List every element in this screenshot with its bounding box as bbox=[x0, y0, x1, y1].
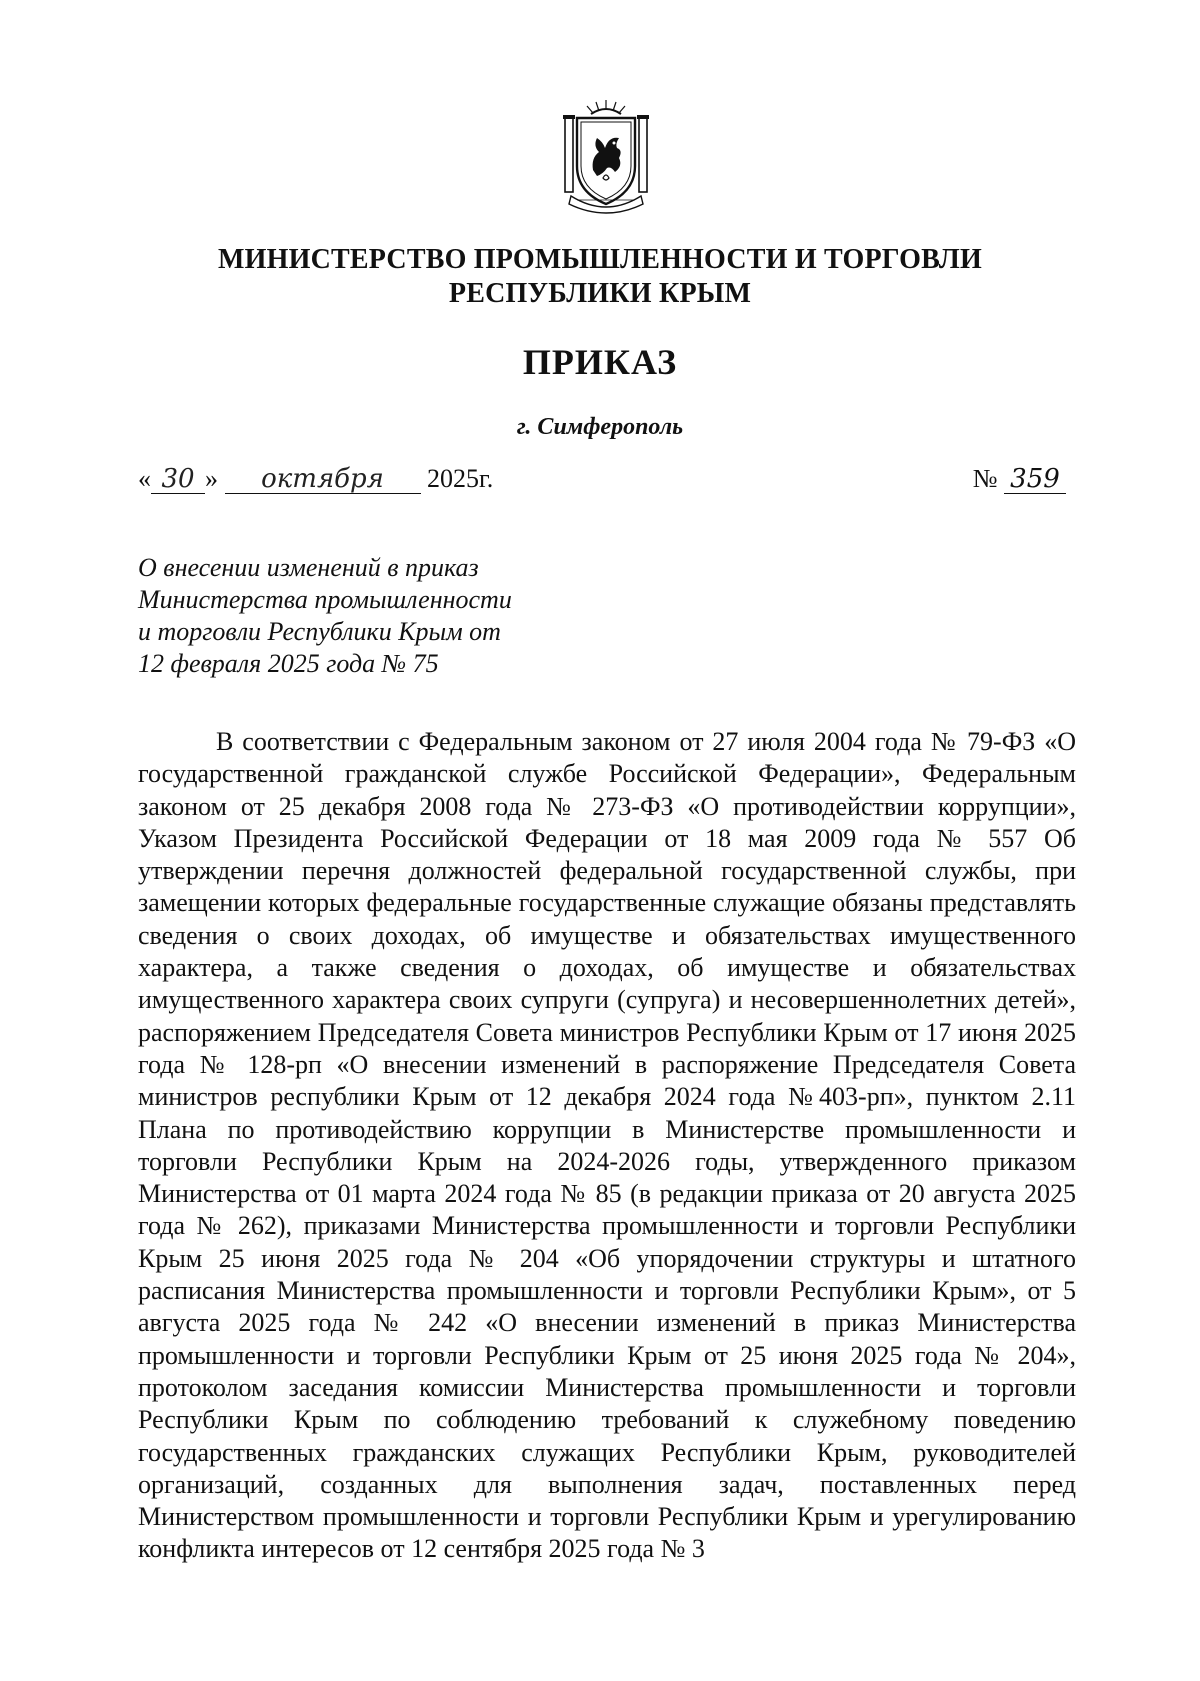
number-prefix: № bbox=[972, 464, 998, 493]
body-paragraph: В соответствии с Федеральным законом от 27 июля 2004 года № 79-ФЗ «О государственной гражданской службе Российской Федерации», Федеральным законом от 25 декабря 2008 года № 273-ФЗ «О противодействии коррупции», Указом Президента Российской Федерации от 18 мая 2009 года № 557 Об утверждении перечня должностей федеральной государственной службы, при замещении которых федеральные государственные служащие обязаны представлять сведения о своих доходах, об имуществе и обязательствах имущественного характера, а также сведения о доходах, об имуществе и обязательствах имущественного характера своих супруги (супруга) и несовершеннолетних детей», распоряжением Председателя Совета министров Республики Крым от 17 июня 2025 года № 128-рп «О внесении изменений в распоряжение Председателя Совета министров республики Крым от 12 декабря 2024 года №403-рп», пунктом 2.11 Плана по противодействию коррупции в Министерстве промышленности и торговли Республики Крым на 2024-2026 годы, утвержденного приказом Министерства от 01 марта 2024 года № 85 (в редакции приказа от 20 августа 2025 года № 262), приказами Министерства промышленности и торговли Республики Крым 25 июня 2025 года № 204 «Об упорядочении структуры и штатного расписания Министерства промышленности и торговли Республики Крым», от 5 августа 2025 года № 242 «О внесении изменений в приказ Министерства промышленности и торговли Республики Крым от 25 июня 2025 года № 204», протоколом заседания комиссии Министерства промышленности и торговли Республики Крым по соблюдению требований к служебному поведению государственных гражданских служащих Республики Крым, руководителей организаций, созданных для выполнения задач, поставленных перед Министерством промышленности и торговли Республики Крым и урегулированию конфликта интересов от 12 сентября 2025 года № 3 bbox=[138, 727, 1076, 1564]
subject-line: 12 февраля 2025 года № 75 bbox=[138, 649, 439, 678]
date-year: 2025г. bbox=[427, 464, 494, 493]
subject-line: Министерства промышленности bbox=[138, 585, 512, 614]
date-month: октября bbox=[261, 464, 384, 494]
document-type-title: ПРИКАЗ bbox=[522, 342, 678, 382]
order-subject bbox=[138, 552, 698, 680]
crimea-coat-of-arms-icon bbox=[563, 96, 649, 214]
order-number bbox=[973, 462, 1066, 496]
ministry-name-line1: МИНИСТЕРСТВО ПРОМЫШЛЕННОСТИ И ТОРГОВЛИ bbox=[218, 244, 982, 275]
date-close-quote: » bbox=[205, 464, 218, 493]
date-day: 30 bbox=[161, 464, 195, 494]
number-value: 359 bbox=[1010, 464, 1060, 494]
subject-line: и торговли Республики Крым от bbox=[138, 617, 501, 646]
order-date bbox=[138, 462, 493, 496]
date-open-quote: « bbox=[138, 464, 151, 493]
subject-line: О внесении изменений в приказ bbox=[138, 553, 479, 582]
city-name: г. Симферополь bbox=[516, 414, 684, 440]
ministry-name-line2: РЕСПУБЛИКИ КРЫМ bbox=[448, 278, 752, 309]
